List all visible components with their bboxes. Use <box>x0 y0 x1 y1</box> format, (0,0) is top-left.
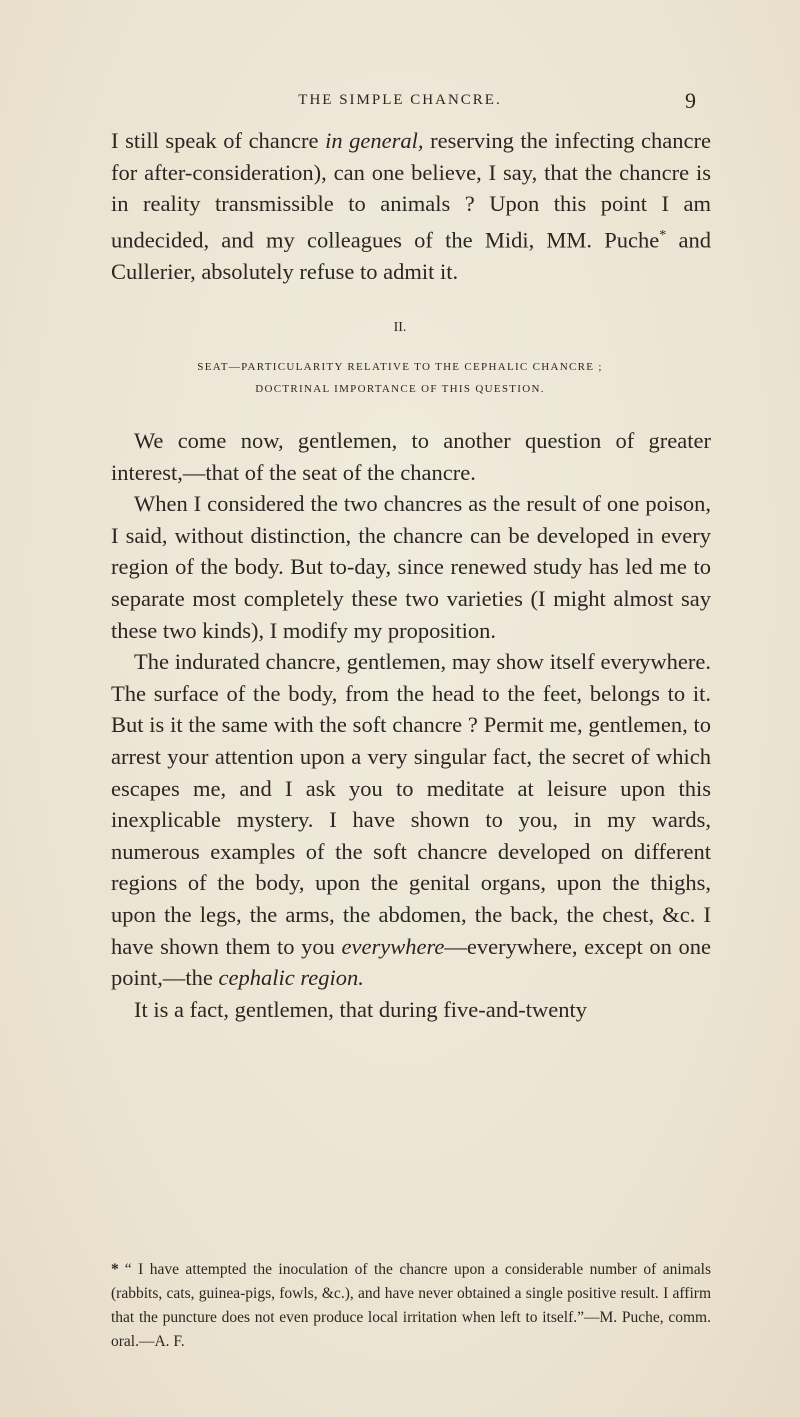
paragraph-4-italic-2: cephalic region. <box>218 965 364 991</box>
section-heading-line-2: DOCTRINAL IMPORTANCE OF THIS QUESTION. <box>255 383 545 395</box>
paragraph-1-text-b: reserving the infecting chancre for after-consideration), can one believe, I say, that the chancre is in reality transmissible to animals ? Upon this point I am undecided, and my colleagues of the Midi, MM. Puche <box>111 128 711 253</box>
paragraph-5: It is a fact, gentlemen, that during five-and-twenty <box>134 996 587 1022</box>
paragraph-3: When I considered the two chancres as the result of one poison, I said, without distinction, the chancre can be developed in every region of the body. But to-day, since renewed study has led me to separate most completely these two varieties (I might almost say these two kinds), I modify my proposition. <box>111 491 711 643</box>
section-number: II. <box>393 320 407 335</box>
footnote-reference: * <box>659 227 667 243</box>
paragraph-1 <box>111 125 711 287</box>
paragraph-4-text-a: The indurated chancre, gentlemen, may show itself everywhere. The surface of the body, from the head to the feet, belongs to it. But is it the same with the soft chancre ? Permit me, gentlemen, to arrest your attention upon a very singular fact, the secret of which escapes me, and I ask you to meditate at leisure upon this inexplicable mystery. I have shown to you, in my wards, numerous examples of the soft chancre developed on different regions of the body, upon the genital organs, upon the thighs, upon the legs, the arms, the abdomen, the back, the chest, &c. I have shown them to you <box>111 649 711 959</box>
running-head <box>0 88 800 116</box>
paragraph-1-text-c: and Cullerier, absolutely refuse to admit it. <box>111 227 711 284</box>
paragraph-4 <box>111 646 711 994</box>
page-number: 9 <box>685 88 696 113</box>
footnote-text: “ I have attempted the inoculation of the chancre upon a considerable number of animals (rabbits, cats, guinea-pigs, fowls, &c.), and have never obtained a single positive result. I affirm that the puncture does not even produce local irritation when left to itself.”—M. Puche, comm. oral.—A. F. <box>111 1261 711 1350</box>
main-text <box>111 425 711 1025</box>
section-heading <box>100 356 700 400</box>
paragraph-1-text-a: I still speak of chancre <box>111 128 326 153</box>
paragraph-4-italic-1: everywhere <box>341 933 445 959</box>
paragraph-1-italic: in general, <box>325 128 424 153</box>
running-title: THE SIMPLE CHANCRE. <box>298 92 502 108</box>
section-heading-line-1: SEAT—PARTICULARITY RELATIVE TO THE CEPHALIC CHANCRE ; <box>197 361 603 373</box>
footnote-mark: * <box>111 1261 119 1278</box>
paragraph-4-text-b: —everywhere, except on one point,—the <box>111 933 711 991</box>
footnote <box>111 1258 711 1354</box>
paragraph-2: We come now, gentlemen, to another question of greater interest,—that of the seat of the chancre. <box>111 428 711 485</box>
